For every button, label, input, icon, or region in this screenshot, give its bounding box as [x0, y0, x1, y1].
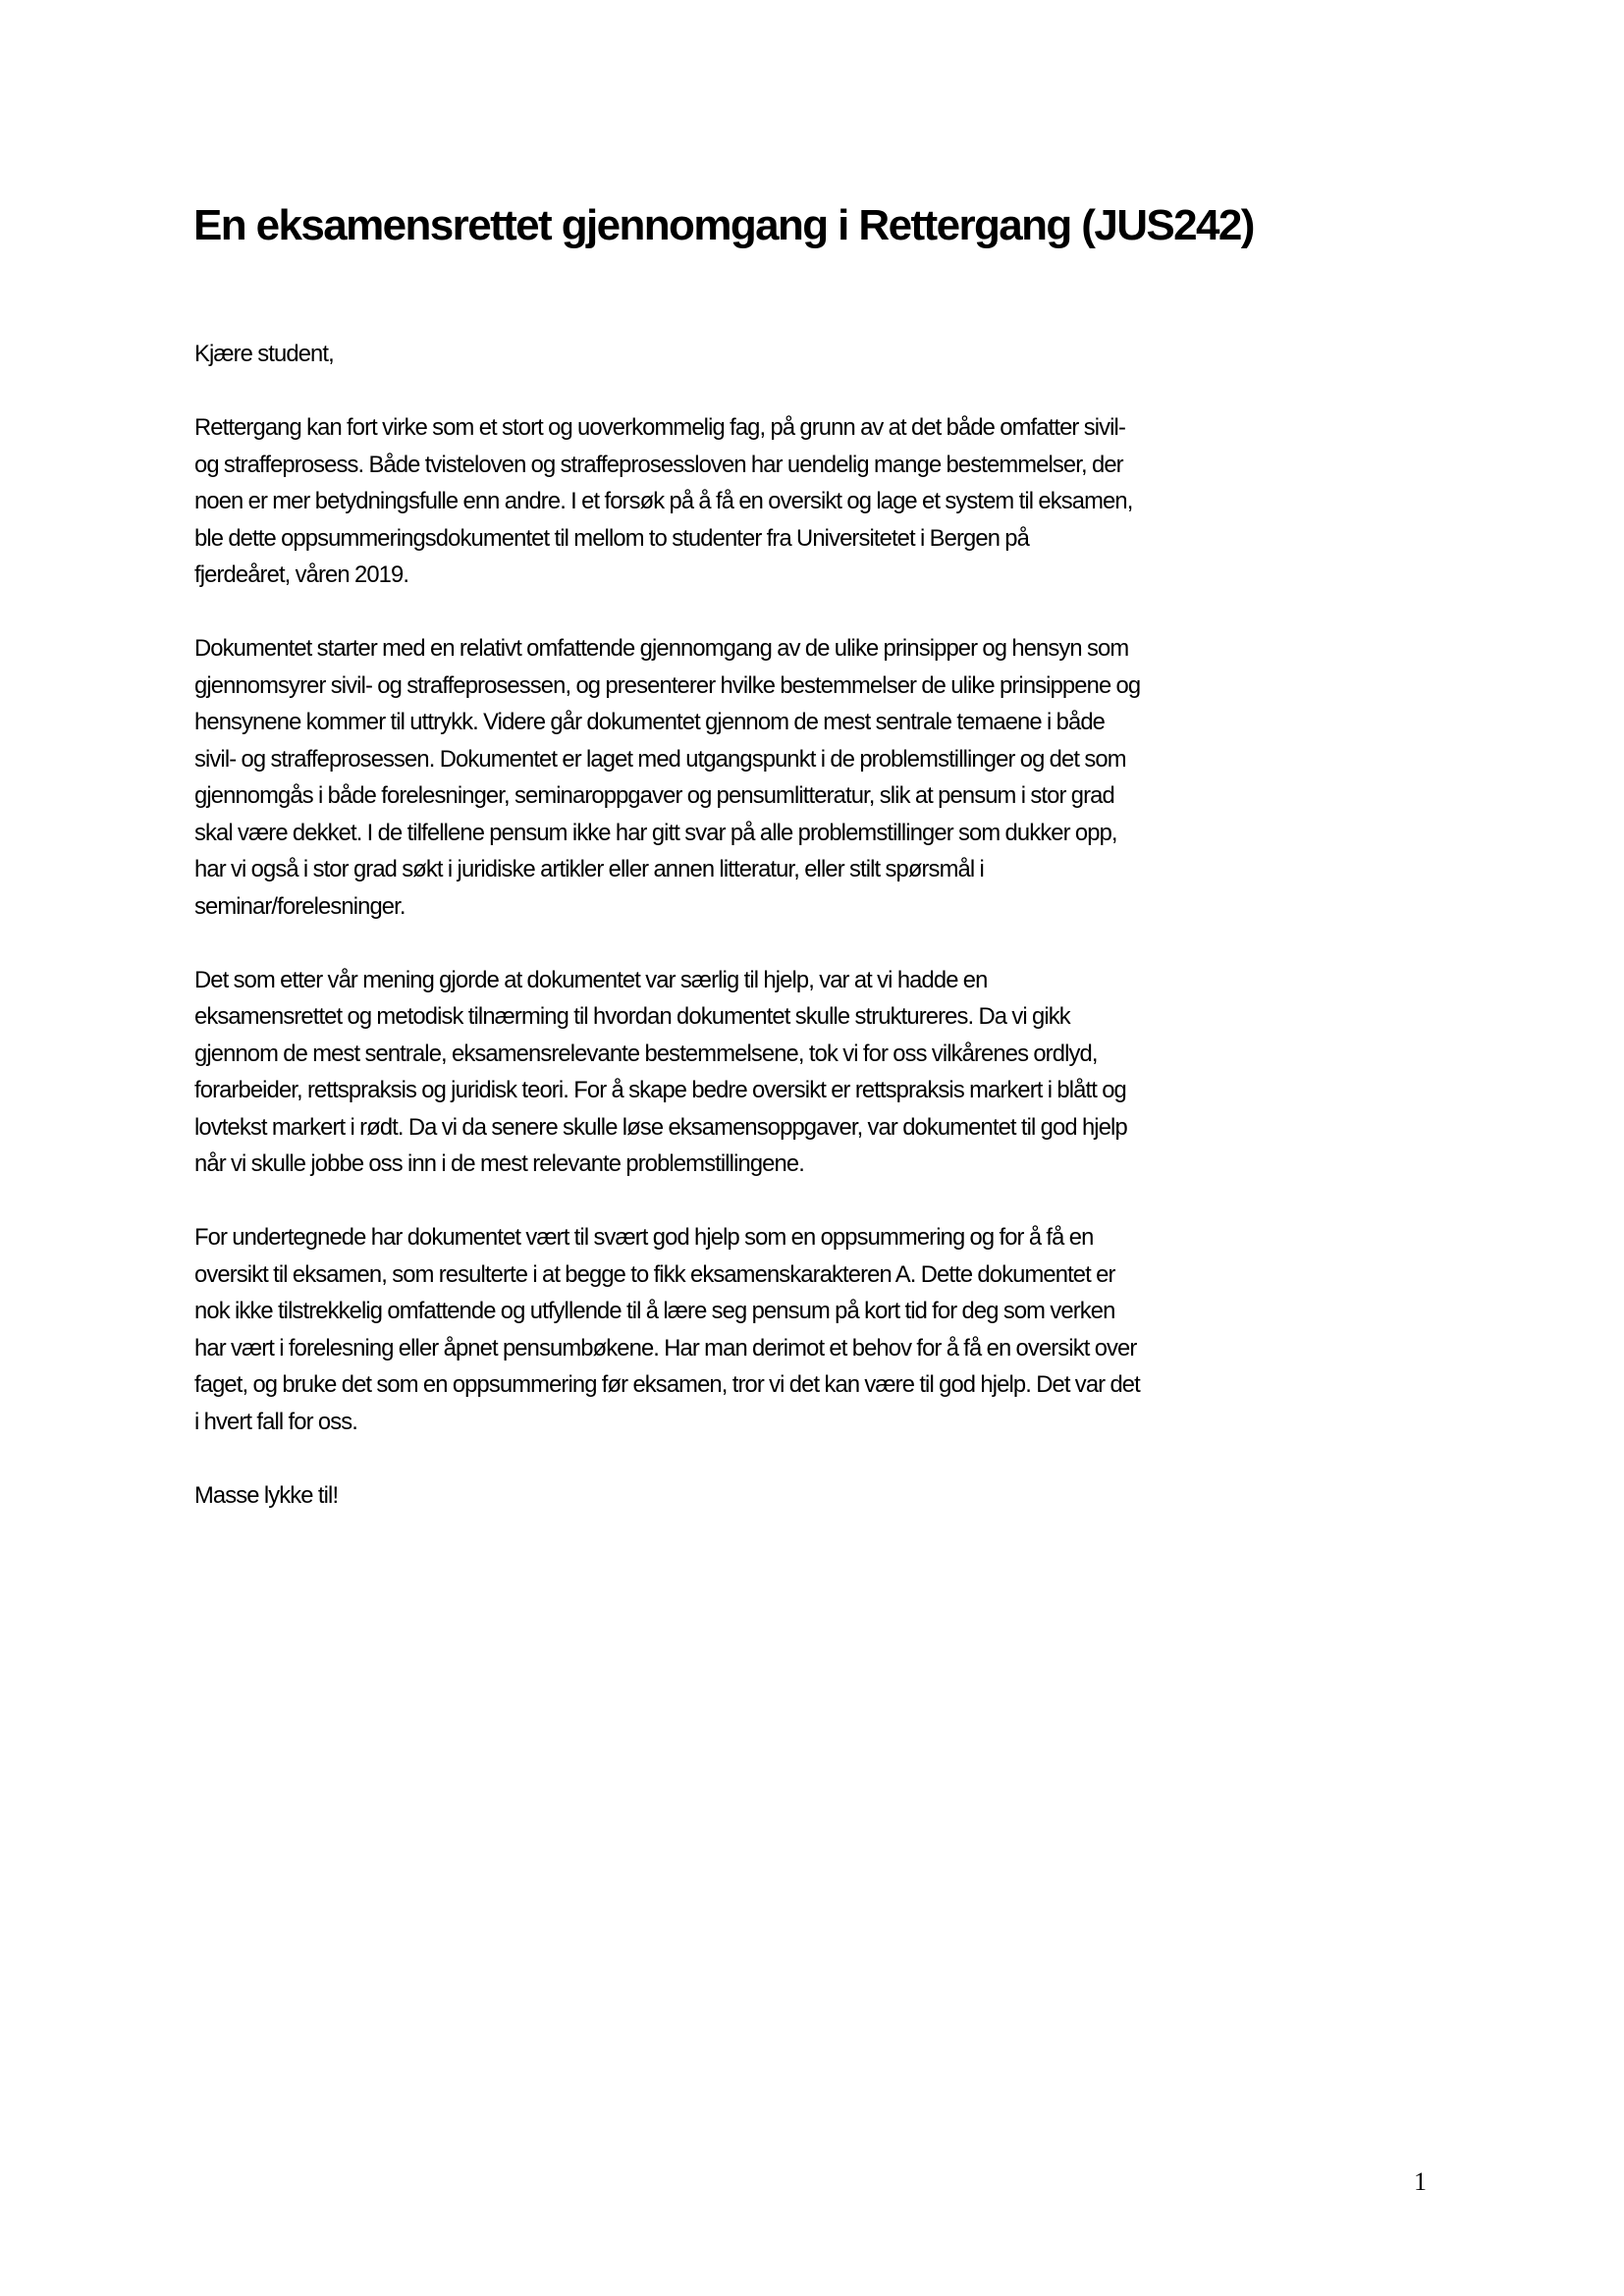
paragraph-line: skal være dekket. I de tilfellene pensum ikke har gitt svar på alle problemstillinger som dukker opp, — [194, 819, 1117, 846]
paragraph-line: Rettergang kan fort virke som et stort og uoverkommelig fag, på grunn av at det både omfatter sivil- — [194, 414, 1125, 441]
paragraph-line: faget, og bruke det som en oppsummering før eksamen, tror vi det kan være til god hjelp. Det var det — [194, 1371, 1140, 1398]
document-body — [194, 336, 1451, 1551]
paragraph-line: Det som etter vår mening gjorde at dokumentet var særlig til hjelp, var at vi hadde en — [194, 966, 988, 993]
paragraph-line: noen er mer betydningsfulle enn andre. I et forsøk på å få en oversikt og lage et system til eksamen, — [194, 488, 1133, 514]
greeting-line: Kjære student, — [194, 341, 334, 367]
paragraph-line: i hvert fall for oss. — [194, 1408, 357, 1435]
paragraph-method — [194, 962, 1451, 1183]
paragraph-line: lovtekst markert i rødt. Da vi da senere skulle løse eksamensoppgaver, var dokumentet til god hjelp — [194, 1113, 1127, 1141]
paragraph-line: sivil- og straffeprosessen. Dokumentet er laget med utgangspunkt i de problemstillinger og det som — [194, 745, 1126, 773]
paragraph-line: ble dette oppsummeringsdokumentet til mellom to studenter fra Universitetet i Bergen på — [194, 524, 1029, 552]
paragraph-line: gjennom de mest sentrale, eksamensrelevante bestemmelsene, tok vi for oss vilkårenes ordlyd, — [194, 1040, 1098, 1067]
paragraph-line: gjennomgås i både forelesninger, seminaroppgaver og pensumlitteratur, slik at pensum i stor grad — [194, 782, 1114, 809]
paragraph-line: har vi også i stor grad søkt i juridiske artikler eller annen litteratur, eller stilt spørsmål i — [194, 856, 984, 882]
paragraph-line: Dokumentet starter med en relativt omfattende gjennomgang av de ulike prinsipper og hensyn som — [194, 635, 1129, 662]
page-number: 1 — [1414, 2167, 1427, 2196]
paragraph-content-overview — [194, 630, 1451, 925]
paragraph-line: gjennomsyrer sivil- og straffeprosessen, og presenterer hvilke bestemmelser de ulike prinsippene og — [194, 671, 1141, 699]
paragraph-intro — [194, 409, 1451, 594]
paragraph-line: For undertegnede har dokumentet vært til svært god hjelp som en oppsummering og for å få en — [194, 1224, 1094, 1251]
closing — [194, 1477, 1451, 1515]
greeting — [194, 336, 1451, 373]
paragraph-line: når vi skulle jobbe oss inn i de mest relevante problemstillingene. — [194, 1150, 804, 1177]
closing-line: Masse lykke til! — [194, 1481, 339, 1509]
paragraph-line: seminar/forelesninger. — [194, 892, 406, 920]
paragraph-line: har vært i forelesning eller åpnet pensumbøkene. Har man derimot et behov for å få en oversikt over — [194, 1334, 1137, 1362]
paragraph-line: oversikt til eksamen, som resulterte i at begge to fikk eksamenskarakteren A. Dette dokumentet er — [194, 1260, 1115, 1288]
paragraph-line: forarbeider, rettspraksis og juridisk teori. For å skape bedre oversikt er rettspraksis markert i blått og — [194, 1077, 1126, 1103]
paragraph-line: hensynene kommer til uttrykk. Videre går dokumentet gjennom de mest sentrale temaene i både — [194, 709, 1106, 735]
paragraph-line: og straffeprosess. Både tvisteloven og straffeprosessloven har uendelig mange bestemmelser, der — [194, 451, 1123, 478]
document-title: En eksamensrettet gjennomgang i Rettergang (JUS242) — [193, 201, 1254, 249]
paragraph-conclusion — [194, 1219, 1451, 1440]
paragraph-line: eksamensrettet og metodisk tilnærming til hvordan dokumentet skulle struktureres. Da vi gikk — [194, 1003, 1070, 1030]
paragraph-line: fjerdeåret, våren 2019. — [194, 561, 409, 588]
paragraph-line: nok ikke tilstrekkelig omfattende og utfyllende til å lære seg pensum på kort tid for deg som verken — [194, 1298, 1115, 1324]
